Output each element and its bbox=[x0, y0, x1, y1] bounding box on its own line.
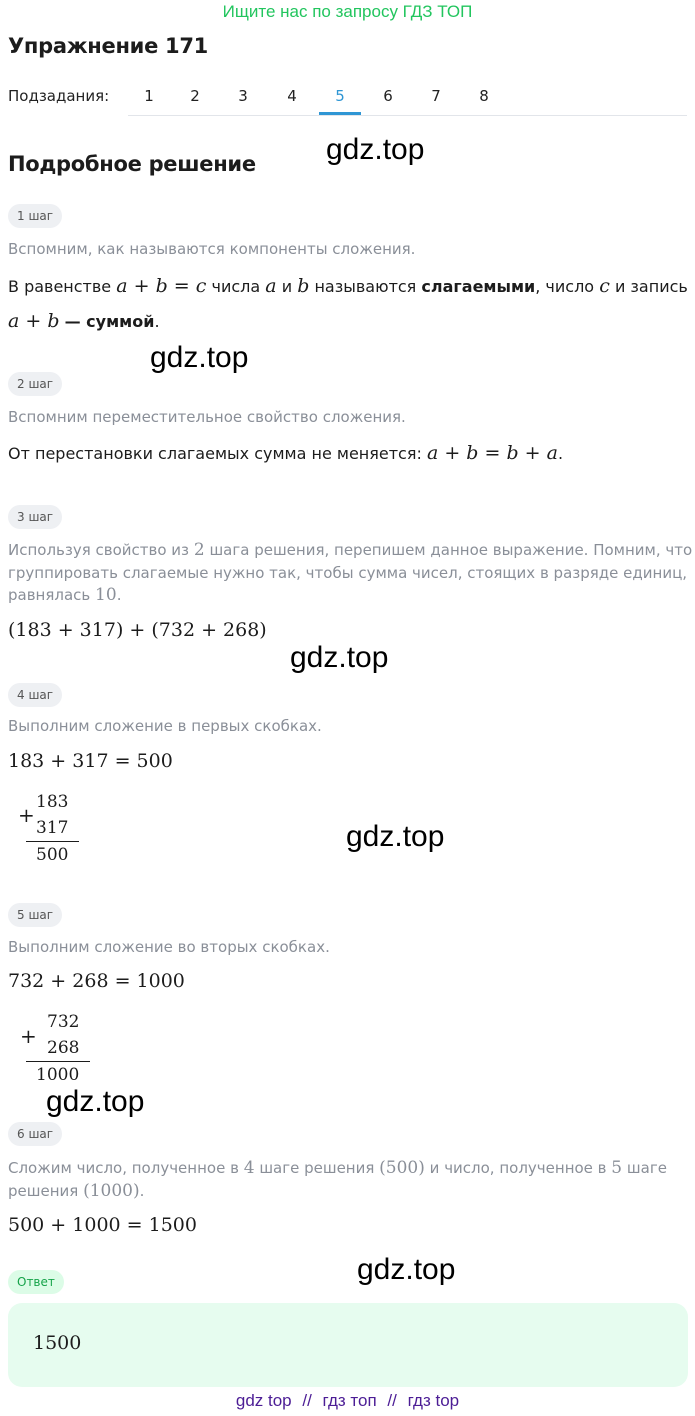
section-title: Подробное решение bbox=[8, 152, 256, 176]
footer-link[interactable]: гдз top bbox=[407, 1391, 460, 1410]
step-hint: Вспомним, как называются компоненты сложения. bbox=[8, 240, 416, 258]
step-hint: Сложим число, полученное в 4 шаге решения (500) и число, полученное в 5 шаге bbox=[8, 1158, 667, 1178]
search-banner: Ищите нас по запросу ГДЗ ТОП bbox=[222, 2, 473, 21]
subtasks-label: Подзадания: bbox=[8, 87, 110, 105]
math-expression: 183 + 317 = 500 bbox=[8, 750, 173, 772]
column-sum: 500 bbox=[36, 845, 69, 865]
column-addend: 268 bbox=[47, 1038, 80, 1058]
footer-links bbox=[0, 1391, 695, 1411]
answer-box bbox=[8, 1303, 688, 1387]
step-hint: равнялась 10. bbox=[8, 585, 122, 605]
step-badge: 5 шаг bbox=[8, 903, 62, 927]
tab-subtask-3[interactable]: 3 bbox=[238, 87, 248, 105]
tab-subtask-5[interactable]: 5 bbox=[335, 87, 345, 105]
watermark: gdz.top bbox=[357, 1253, 456, 1286]
answer-badge: Ответ bbox=[8, 1270, 64, 1294]
watermark: gdz.top bbox=[150, 341, 249, 374]
step-hint: Выполним сложение во вторых скобках. bbox=[8, 938, 330, 956]
watermark: gdz.top bbox=[326, 133, 425, 166]
tab-subtask-4[interactable]: 4 bbox=[287, 87, 297, 105]
footer-separator: // bbox=[387, 1391, 397, 1410]
column-sum: 1000 bbox=[36, 1065, 80, 1085]
step-hint: группировать слагаемые нужно так, чтобы сумма чисел, стоящих в разряде единиц, bbox=[8, 564, 688, 582]
tab-subtask-1[interactable]: 1 bbox=[144, 87, 154, 105]
plus-sign: + bbox=[20, 1024, 37, 1048]
footer-link[interactable]: гдз топ bbox=[322, 1391, 377, 1410]
step-badge: 4 шаг bbox=[8, 683, 62, 707]
footer-link[interactable]: gdz top bbox=[235, 1391, 292, 1410]
column-sum-line bbox=[26, 841, 79, 842]
column-addend: 732 bbox=[47, 1012, 80, 1032]
footer-separator: // bbox=[302, 1391, 312, 1410]
watermark: gdz.top bbox=[46, 1085, 145, 1118]
active-tab-indicator bbox=[319, 112, 361, 115]
math-expression: 500 + 1000 = 1500 bbox=[8, 1214, 197, 1236]
step-text: a + b — суммой. bbox=[8, 310, 160, 332]
column-addend: 317 bbox=[36, 818, 69, 838]
step-hint: Используя свойство из 2 шага решения, перепишем данное выражение. Помним, что bbox=[8, 540, 693, 560]
step-badge: 3 шаг bbox=[8, 505, 62, 529]
step-text: От перестановки слагаемых сумма не меняется: a + b = b + a. bbox=[8, 442, 564, 464]
watermark: gdz.top bbox=[290, 641, 389, 674]
step-badge: 2 шаг bbox=[8, 372, 62, 396]
column-sum-line bbox=[26, 1061, 90, 1062]
tab-subtask-2[interactable]: 2 bbox=[190, 87, 200, 105]
step-hint: решения (1000). bbox=[8, 1181, 145, 1201]
tab-subtask-7[interactable]: 7 bbox=[431, 87, 441, 105]
tab-subtask-6[interactable]: 6 bbox=[383, 87, 393, 105]
tabs-divider bbox=[128, 115, 687, 116]
step-text: В равенстве a + b = c числа a и b называются слагаемыми, число c и запись bbox=[8, 275, 688, 297]
watermark: gdz.top bbox=[346, 820, 445, 853]
plus-sign: + bbox=[18, 803, 35, 827]
step-badge: 1 шаг bbox=[8, 204, 62, 228]
answer-value: 1500 bbox=[33, 1332, 82, 1354]
column-addend: 183 bbox=[36, 792, 69, 812]
step-hint: Вспомним переместительное свойство сложения. bbox=[8, 408, 406, 426]
page-title: Упражнение 171 bbox=[8, 34, 208, 58]
math-expression: 732 + 268 = 1000 bbox=[8, 970, 185, 992]
tab-subtask-8[interactable]: 8 bbox=[479, 87, 489, 105]
step-hint: Выполним сложение в первых скобках. bbox=[8, 717, 322, 735]
math-expression: (183 + 317) + (732 + 268) bbox=[8, 619, 267, 641]
step-badge: 6 шаг bbox=[8, 1122, 62, 1146]
